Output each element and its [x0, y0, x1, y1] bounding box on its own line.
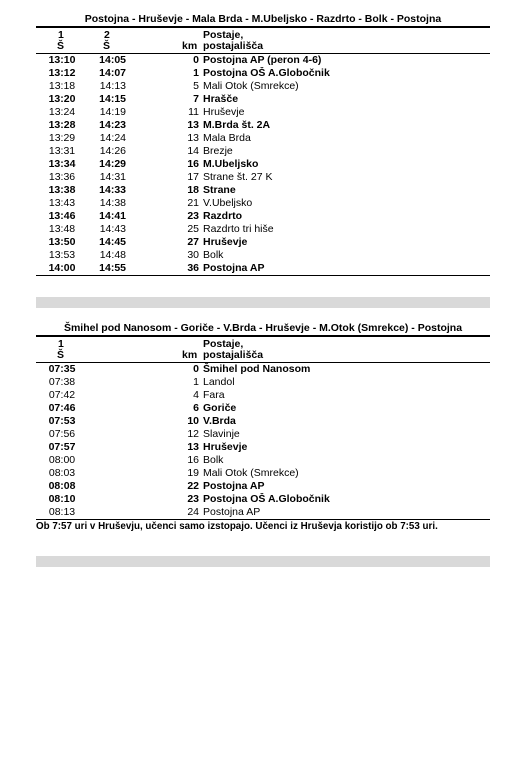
station-name: Šmihel pod Nanosom	[203, 363, 311, 375]
departure-time-1: 13:38	[48, 184, 76, 196]
station-header-line1: Postaje,	[203, 338, 244, 350]
departure-time-2: 14:33	[99, 184, 126, 196]
km-value: 7	[193, 93, 199, 105]
station-name: Mala Brda	[203, 132, 251, 144]
km-value: 25	[187, 223, 199, 235]
km-header: km	[182, 349, 198, 361]
station-name: Postojna OŠ A.Globočnik	[203, 493, 330, 505]
departure-time-1: 13:50	[48, 236, 76, 248]
route-1-section	[36, 12, 490, 276]
table-row	[36, 389, 490, 402]
station-name: Fara	[203, 389, 225, 401]
station-name: Strane št. 27 K	[203, 171, 273, 183]
km-value: 21	[187, 197, 199, 209]
station-name: Postojna AP	[203, 480, 265, 492]
departure-time-1: 13:43	[48, 197, 76, 209]
km-value: 11	[188, 106, 199, 118]
departure-time-1: 07:46	[48, 402, 76, 414]
km-value: 24	[187, 506, 199, 518]
route-2-note: Ob 7:57 uri v Hruševju, učenci samo izstopajo. Učenci iz Hruševja koristijo ob 7:53 uri.	[36, 521, 438, 532]
table-row	[36, 376, 490, 389]
departure-time-1: 14:00	[48, 262, 76, 274]
station-name: Razdrto	[203, 210, 243, 222]
route-2-header	[36, 337, 490, 362]
table-row	[36, 262, 490, 275]
station-name: Mali Otok (Smrekce)	[203, 467, 299, 479]
station-name: Landol	[203, 376, 235, 388]
empty-cell	[88, 454, 126, 467]
empty-cell	[88, 493, 126, 506]
empty-cell	[88, 415, 126, 428]
km-value: 27	[187, 236, 199, 248]
departure-time-1: 07:57	[48, 441, 76, 453]
route-1-bottom-rule	[36, 275, 490, 276]
station-name: Postojna AP	[203, 506, 261, 518]
departure-time-1: 08:13	[48, 506, 76, 518]
departure-time-1: 08:03	[48, 467, 76, 479]
station-name: Bolk	[203, 454, 224, 466]
departure-time-1: 13:53	[48, 249, 76, 261]
station-name: V.Ubeljsko	[203, 197, 253, 209]
km-value: 30	[187, 249, 199, 261]
empty-cell	[88, 467, 126, 480]
table-row	[36, 441, 490, 454]
table-row	[36, 467, 490, 480]
station-name: Brezje	[203, 145, 233, 157]
km-value: 13	[187, 441, 199, 453]
col1-number: 1	[58, 338, 64, 350]
km-value: 10	[187, 415, 199, 427]
table-row	[36, 236, 490, 249]
station-name: Hruševje	[203, 441, 248, 453]
departure-time-1: 13:18	[48, 80, 76, 92]
departure-time-1: 13:20	[48, 93, 76, 105]
table-row	[36, 106, 490, 119]
departure-time-1: 13:36	[48, 171, 76, 183]
departure-time-2: 14:38	[99, 197, 126, 209]
station-name: M.Ubeljsko	[203, 158, 259, 170]
km-value: 14	[187, 145, 199, 157]
departure-time-2: 14:29	[99, 158, 126, 170]
departure-time-2: 14:05	[99, 54, 126, 66]
table-row	[36, 415, 490, 428]
km-value: 17	[187, 171, 199, 183]
km-value: 1	[193, 67, 199, 79]
km-value: 23	[187, 493, 199, 505]
table-row	[36, 493, 490, 506]
table-row	[36, 158, 490, 171]
route-2-title: Šmihel pod Nanosom - Goriče - V.Brda - Hruševje - M.Otok (Smrekce) - Postojna	[63, 322, 463, 334]
departure-time-1: 07:56	[48, 428, 76, 440]
station-name: Postojna AP	[203, 262, 265, 274]
station-name: Goriče	[203, 402, 237, 414]
departure-time-1: 13:28	[48, 119, 76, 131]
km-header: km	[182, 40, 198, 52]
empty-cell	[88, 428, 126, 441]
separator-bar	[36, 556, 490, 567]
departure-time-2: 14:43	[99, 223, 126, 235]
station-name: Strane	[203, 184, 236, 196]
empty-cell	[88, 506, 126, 519]
departure-time-2: 14:48	[99, 249, 126, 261]
station-name: Slavinje	[203, 428, 240, 440]
km-value: 16	[187, 454, 199, 466]
table-row	[36, 197, 490, 210]
departure-time-2: 14:31	[99, 171, 126, 183]
route-1-table	[36, 54, 490, 275]
departure-time-1: 08:08	[48, 480, 76, 492]
station-name: Hrašče	[203, 93, 239, 105]
table-row	[36, 145, 490, 158]
departure-time-1: 13:10	[48, 54, 76, 66]
km-value: 12	[187, 428, 199, 440]
col2-day: Š	[103, 40, 111, 52]
station-name: V.Brda	[203, 415, 236, 427]
col1-number: 1	[58, 29, 64, 41]
col2-number: 2	[104, 29, 110, 41]
table-row	[36, 454, 490, 467]
table-row	[36, 171, 490, 184]
table-row	[36, 480, 490, 493]
table-row	[36, 223, 490, 236]
departure-time-1: 08:00	[48, 454, 76, 466]
departure-time-1: 13:31	[48, 145, 76, 157]
table-row	[36, 67, 490, 80]
departure-time-2: 14:19	[99, 106, 126, 118]
departure-time-1: 13:29	[48, 132, 76, 144]
table-row	[36, 132, 490, 145]
departure-time-1: 13:34	[48, 158, 76, 170]
table-row	[36, 402, 490, 415]
departure-time-2: 14:45	[99, 236, 126, 248]
empty-cell	[88, 480, 126, 493]
empty-cell	[88, 441, 126, 454]
route-2-table	[36, 363, 490, 519]
station-header-line2: postajališča	[203, 349, 264, 361]
station-name: Postojna AP (peron 4-6)	[203, 54, 322, 66]
station-header-line2: postajališča	[203, 40, 264, 52]
station-name: Mali Otok (Smrekce)	[203, 80, 299, 92]
km-value: 0	[193, 363, 199, 375]
departure-time-2: 14:26	[99, 145, 126, 157]
departure-time-1: 07:42	[48, 389, 76, 401]
km-value: 4	[193, 389, 199, 401]
table-row	[36, 184, 490, 197]
station-header-line1: Postaje,	[203, 29, 244, 41]
km-value: 23	[187, 210, 199, 222]
departure-time-1: 07:35	[48, 363, 76, 375]
departure-time-1: 07:38	[48, 376, 76, 388]
km-value: 0	[193, 54, 199, 66]
departure-time-2: 14:07	[99, 67, 126, 79]
empty-cell	[88, 402, 126, 415]
empty-cell	[88, 363, 126, 376]
table-row	[36, 506, 490, 519]
departure-time-2: 14:24	[99, 132, 126, 144]
table-row	[36, 428, 490, 441]
route-1-header	[36, 28, 490, 53]
station-name: M.Brda št. 2A	[203, 119, 271, 131]
station-name: Razdrto tri hiše	[203, 223, 274, 235]
departure-time-2: 14:55	[99, 262, 126, 274]
col1-day: Š	[57, 40, 65, 52]
km-value: 22	[187, 480, 199, 492]
station-name: Postojna OŠ A.Globočnik	[203, 67, 330, 79]
table-row	[36, 249, 490, 262]
departure-time-1: 08:10	[48, 493, 76, 505]
departure-time-1: 13:48	[48, 223, 76, 235]
km-value: 13	[187, 132, 199, 144]
table-row	[36, 93, 490, 106]
km-value: 36	[187, 262, 199, 274]
station-name: Hruševje	[203, 106, 245, 118]
departure-time-1: 07:53	[48, 415, 76, 427]
station-name: Bolk	[203, 249, 224, 261]
km-value: 16	[187, 158, 199, 170]
departure-time-2: 14:41	[99, 210, 126, 222]
km-value: 18	[187, 184, 199, 196]
departure-time-1: 13:12	[48, 67, 76, 79]
departure-time-1: 13:24	[48, 106, 76, 118]
table-row	[36, 210, 490, 223]
route-1-title: Postojna - Hruševje - Mala Brda - M.Ubeljsko - Razdrto - Bolk - Postojna	[84, 13, 442, 25]
empty-cell	[88, 376, 126, 389]
route-2-section	[36, 321, 490, 533]
departure-time-1: 13:46	[48, 210, 76, 222]
km-value: 6	[193, 402, 199, 414]
station-name: Hruševje	[203, 236, 248, 248]
km-value: 19	[187, 467, 199, 479]
table-row	[36, 54, 490, 67]
departure-time-2: 14:15	[99, 93, 126, 105]
km-value: 13	[187, 119, 199, 131]
departure-time-2: 14:23	[99, 119, 126, 131]
departure-time-2: 14:13	[99, 80, 126, 92]
empty-cell	[88, 389, 126, 402]
separator-bar	[36, 297, 490, 308]
table-row	[36, 80, 490, 93]
km-value: 1	[193, 376, 199, 388]
km-value: 5	[193, 80, 199, 92]
table-row	[36, 119, 490, 132]
table-row	[36, 363, 490, 376]
col1-day: Š	[57, 349, 65, 361]
